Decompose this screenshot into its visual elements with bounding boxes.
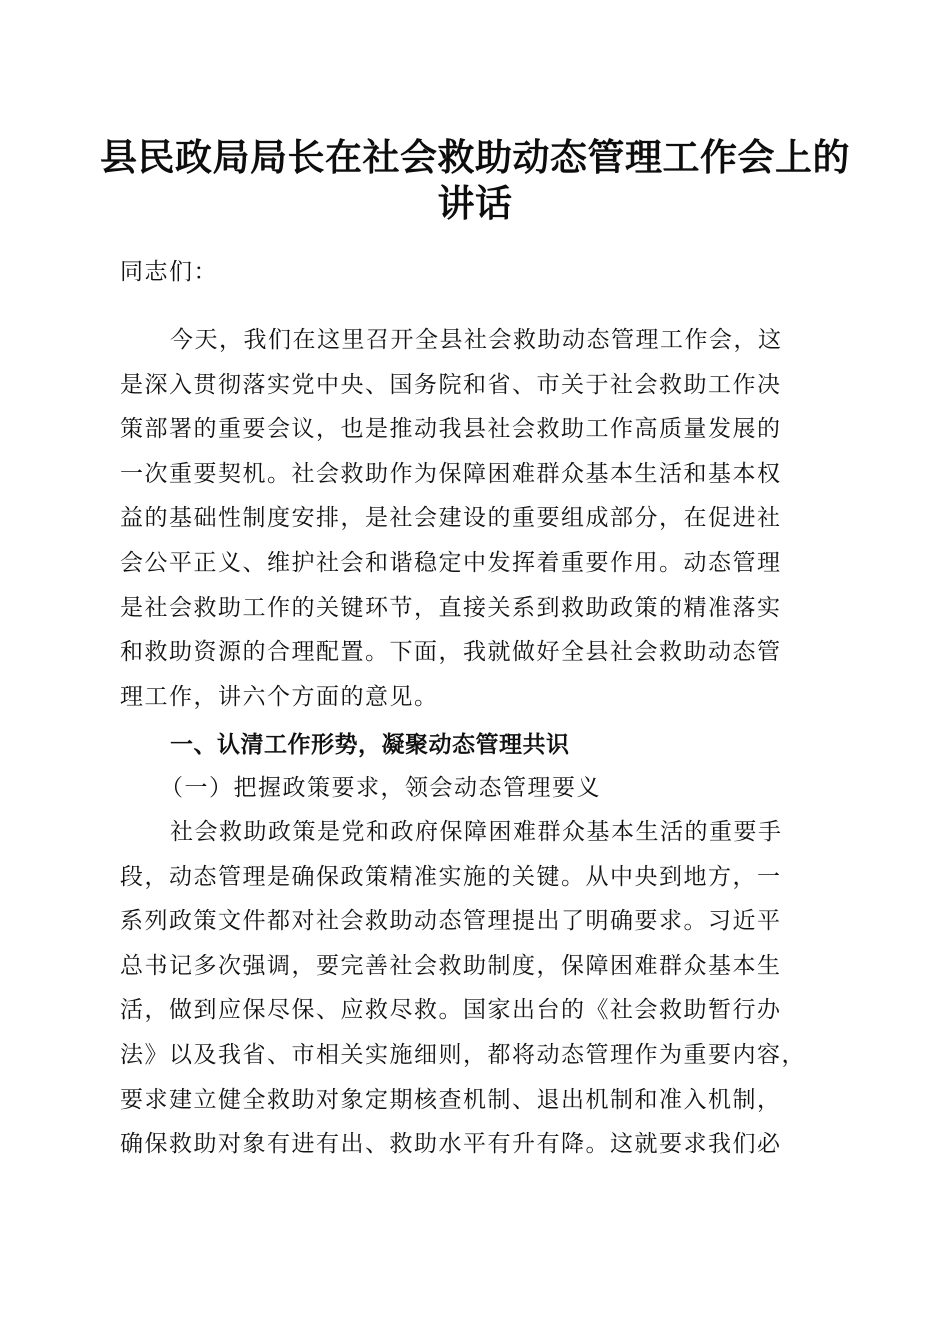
paragraph-2-line: 活，做到应保尽保、应救尽救。国家出台的《社会救助暂行办 [120, 997, 782, 1024]
paragraph-2 [120, 810, 832, 1167]
document-title [100, 134, 850, 226]
title-line-2: 讲话 [437, 181, 513, 225]
paragraph-1-line: 今天，我们在这里召开全县社会救助动态管理工作会，这 [170, 327, 783, 353]
salutation-text: 同志们： [120, 259, 218, 285]
paragraph-2-line: 系列政策文件都对社会救助动态管理提出了明确要求。习近平 [120, 908, 782, 935]
paragraph-1-line: 是社会救助工作的关键环节，直接关系到救助政策的精准落实 [120, 594, 782, 621]
paragraph-2-line: 要求建立健全救助对象定期核查机制、退出机制和准入机制， [120, 1086, 782, 1113]
paragraph-1-line: 是深入贯彻落实党中央、国务院和省、市关于社会救助工作决 [120, 371, 782, 398]
salutation [120, 250, 832, 295]
paragraph-2-line: 段，动态管理是确保政策精准实施的关键。从中央到地方，一 [120, 863, 782, 890]
paragraph-2-line: 确保救助对象有进有出、救助水平有升有降。这就要求我们必 [120, 1131, 782, 1158]
title-line-1: 县民政局局长在社会救助动态管理工作会上的 [100, 135, 850, 179]
paragraph-1-line: 理工作，讲六个方面的意见。 [120, 683, 439, 710]
paragraph-1-line: 会公平正义、维护社会和谐稳定中发挥着重要作用。动态管理 [120, 549, 782, 576]
paragraph-1-line: 益的基础性制度安排，是社会建设的重要组成部分，在促进社 [120, 505, 782, 532]
section-heading-1: 一、认清工作形势，凝聚动态管理共识 [170, 732, 570, 758]
paragraph-1-line: 一次重要契机。社会救助作为保障困难群众基本生活和基本权 [120, 460, 782, 487]
subsection-heading-1: （一）把握政策要求，领会动态管理要义 [160, 775, 601, 801]
paragraph-2-line: 总书记多次强调，要完善社会救助制度，保障困难群众基本生 [120, 952, 782, 979]
paragraph-1 [120, 318, 832, 719]
paragraph-2-line: 社会救助政策是党和政府保障困难群众基本生活的重要手 [170, 819, 783, 845]
paragraph-1-line: 策部署的重要会议，也是推动我县社会救助工作高质量发展的 [120, 416, 782, 443]
paragraph-1-line: 和救助资源的合理配置。下面，我就做好全县社会救助动态管 [120, 639, 782, 666]
paragraph-2-line: 法》以及我省、市相关实施细则，都将动态管理作为重要内容， [120, 1041, 806, 1068]
